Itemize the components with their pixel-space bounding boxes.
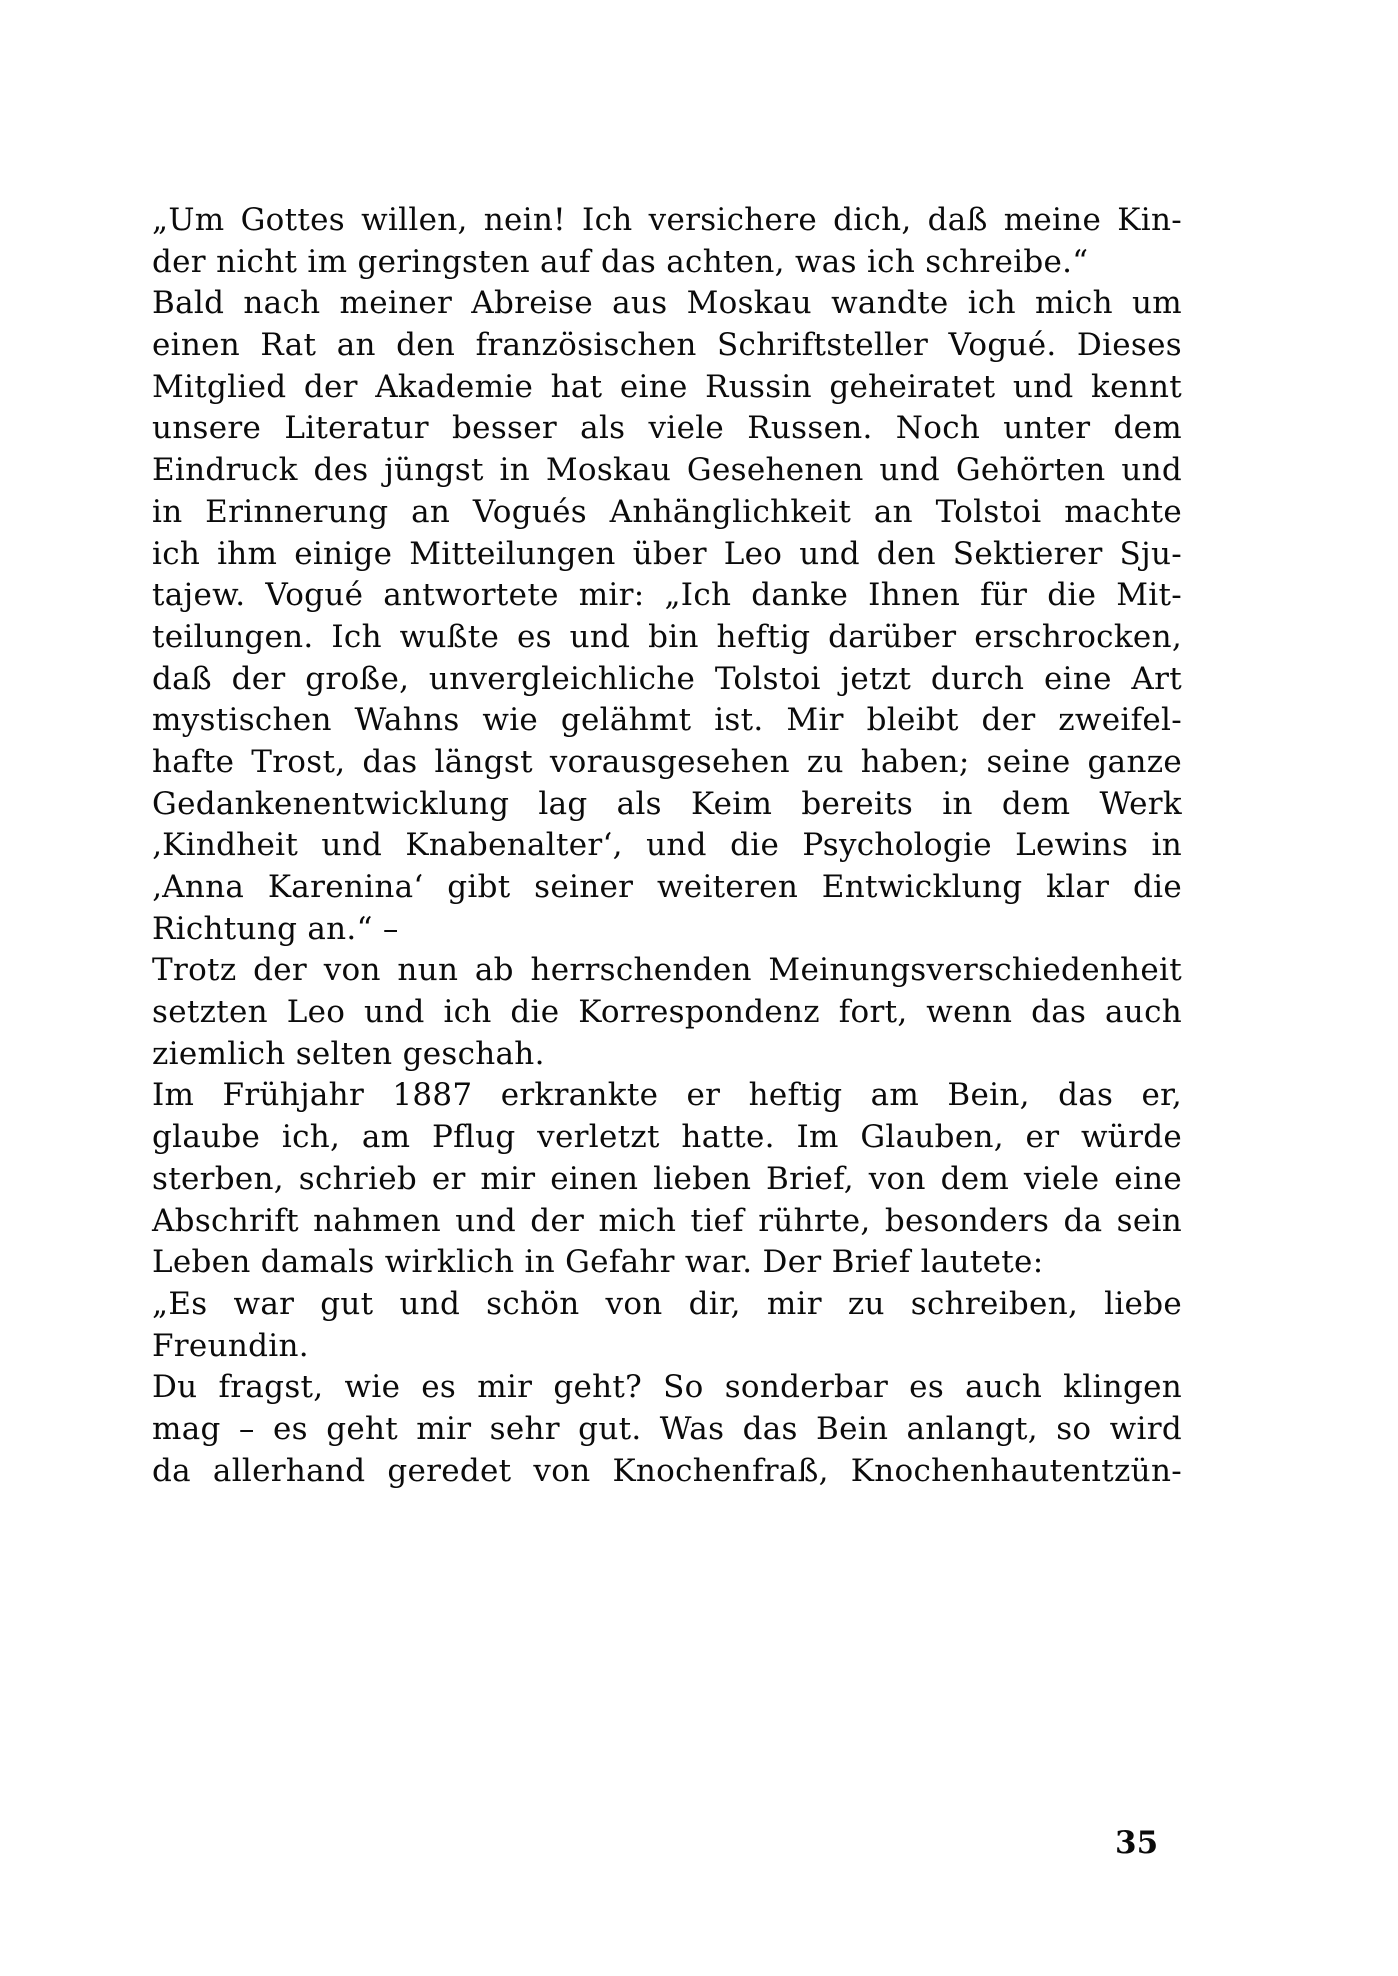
- text-line: Freundin.: [152, 1327, 309, 1364]
- text-line: Abschrift nahmen und der mich tief rührte, besonders da sein: [152, 1202, 1182, 1239]
- text-line: „Es war gut und schön von dir, mir zu schreiben, liebe: [152, 1285, 1182, 1322]
- text-line: Gedankenentwicklung lag als Keim bereits in dem Werk: [152, 785, 1182, 822]
- body-text: [152, 200, 1182, 1492]
- text-line: mystischen Wahns wie gelähmt ist. Mir bleibt der zweifel-: [152, 702, 1182, 739]
- text-line: „Um Gottes willen, nein! Ich versichere dich, daß meine Kin-: [152, 202, 1182, 238]
- text-line: mag – es geht mir sehr gut. Was das Bein anlangt, so wird: [152, 1410, 1182, 1447]
- text-line: ‚Anna Karenina‘ gibt seiner weiteren Entwicklung klar die: [152, 869, 1182, 905]
- text-line: teilungen. Ich wußte es und bin heftig darüber erschrocken,: [152, 618, 1182, 655]
- text-line: Leben damals wirklich in Gefahr war. Der Brief lautete:: [152, 1244, 1044, 1281]
- text-line: setzten Leo und ich die Korrespondenz fort, wenn das auch: [152, 994, 1182, 1031]
- text-line: da allerhand geredet von Knochenfraß, Knochenhautentzün-: [152, 1452, 1182, 1489]
- text-line: ich ihm einige Mitteilungen über Leo und den Sektierer Sju-: [152, 535, 1182, 572]
- text-line: hafte Trost, das längst vorausgesehen zu haben; seine ganze: [152, 743, 1182, 780]
- page-number: 35: [1115, 1825, 1159, 1861]
- text-line: in Erinnerung an Vogués Anhänglichkeit an Tolstoi machte: [152, 493, 1182, 530]
- text-line: Du fragst, wie es mir geht? So sonderbar es auch klingen: [152, 1369, 1182, 1406]
- text-line: sterben, schrieb er mir einen lieben Brief, von dem viele eine: [152, 1160, 1182, 1197]
- text-line: einen Rat an den französischen Schriftsteller Vogué. Dieses: [152, 327, 1182, 364]
- text-line: Bald nach meiner Abreise aus Moskau wandte ich mich um: [152, 285, 1182, 322]
- text-line: Im Frühjahr 1887 erkrankte er heftig am Bein, das er,: [152, 1077, 1182, 1114]
- text-line: glaube ich, am Pflug verletzt hatte. Im Glauben, er würde: [152, 1119, 1182, 1156]
- text-line: der nicht im geringsten auf das achten, was ich schreibe.“: [152, 243, 1089, 280]
- text-line: daß der große, unvergleichliche Tolstoi jetzt durch eine Art: [152, 660, 1182, 697]
- text-line: unsere Literatur besser als viele Russen. Noch unter dem: [152, 410, 1182, 447]
- text-line: ziemlich selten geschah.: [152, 1035, 545, 1072]
- text-line: Mitglied der Akademie hat eine Russin geheiratet und kennt: [152, 368, 1182, 405]
- text-line: Richtung an.“ –: [152, 910, 399, 947]
- text-line: tajew. Vogué antwortete mir: „Ich danke Ihnen für die Mit-: [152, 577, 1182, 614]
- text-line: ‚Kindheit und Knabenalter‘, und die Psychologie Lewins in: [152, 827, 1182, 864]
- text-line: Eindruck des jüngst in Moskau Gesehenen und Gehörten und: [152, 452, 1182, 489]
- text-line: Trotz der von nun ab herrschenden Meinungsverschiedenheit: [152, 952, 1182, 989]
